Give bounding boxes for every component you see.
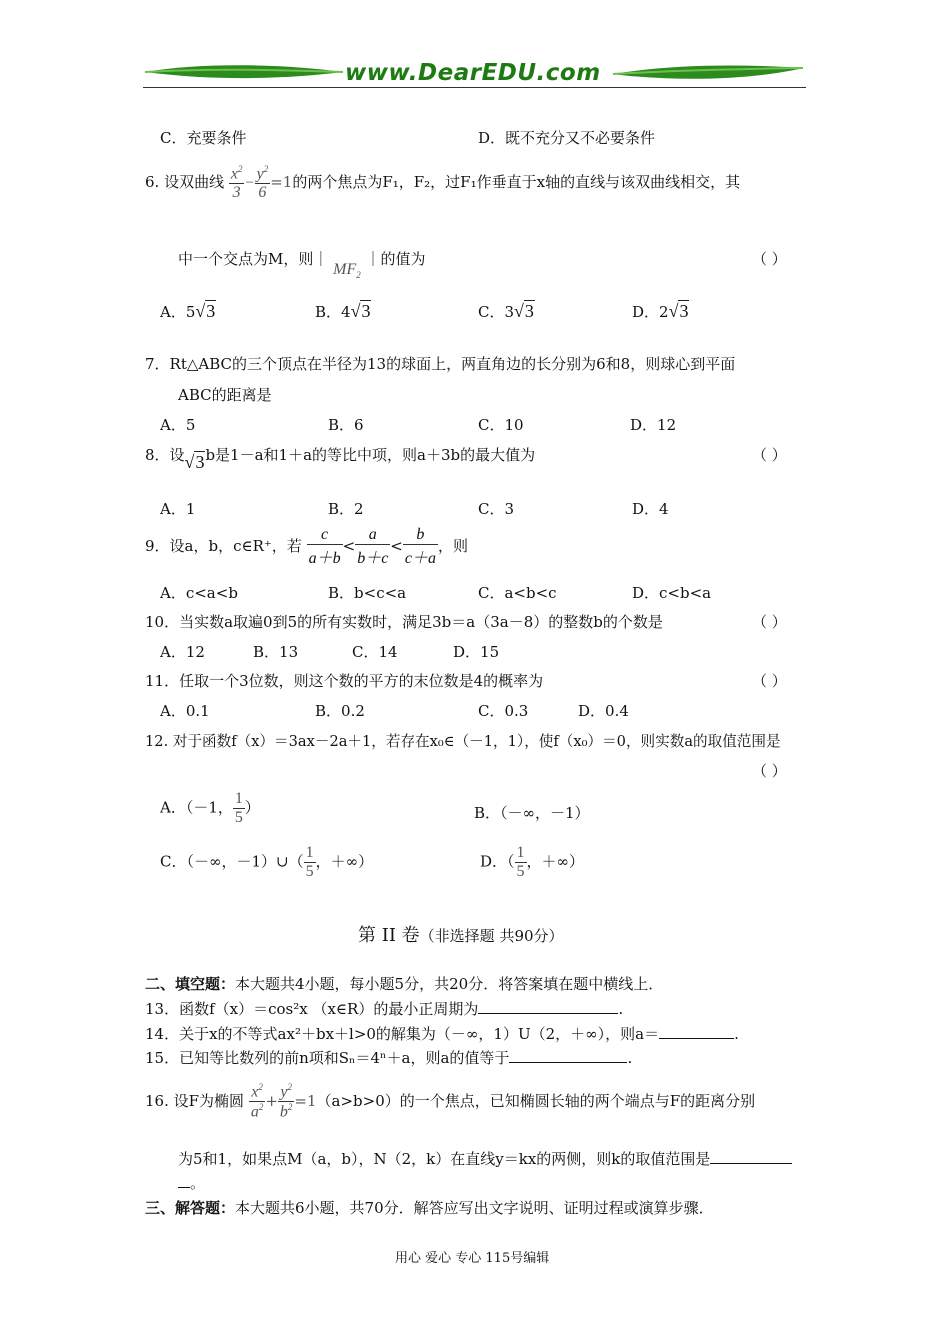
answer-blank[interactable] [509,1048,627,1063]
q7-option-b: B．6 [328,416,364,434]
question-7: 7．Rt△ABC的三个顶点在半径为13的球面上，两直角边的长分别为6和8，则球心到平面 [145,355,736,373]
answer-blank[interactable] [710,1149,792,1164]
question-7-line2: ABC的距离是 [178,386,272,404]
sqrt-icon: √3 [195,301,216,321]
question-15: 15．已知等比数列的前n项和Sₙ＝4ⁿ＋a，则a的值等于 . [145,1049,633,1067]
q6-option-c: C．3√3 [478,301,534,321]
fraction-x2-3: $\frac{x^2}{3}$ [230,164,243,202]
q9-option-a: A．c<a<b [160,584,238,602]
fraction-a-over-b-plus-c: $\frac{a}{b+c}$ [357,526,389,567]
q10-answer-paren: （ ） [752,613,787,631]
q9-option-c: C．a<b<c [478,584,557,602]
question-13: 13．函数f（x）＝cos²x （x∈R）的最小正周期为 . [145,1000,624,1018]
fraction-y2-b2: $\frac{y^2}{b^2}$ [279,1082,293,1121]
q5-option-c: C．充要条件 [160,129,247,147]
q11-option-d: D．0.4 [578,702,629,720]
q8-option-d: D．4 [632,500,669,518]
q12-option-a: A．（－1， $\frac{1}{5}$ ） [160,790,260,826]
q12-option-b: B．（－∞，－1） [474,804,590,822]
q6-option-a: A．5√3 [160,301,216,321]
q10-option-b: B．13 [253,643,299,661]
sqrt-icon: √3 [668,301,689,321]
fraction-1-5: $\frac{1}{5}$ [516,844,525,880]
q7-option-a: A．5 [160,416,196,434]
fraction-1-5: $\frac{1}{5}$ [234,790,243,826]
section-3-heading: 三、解答题：本大题共6小题，共70分．解答应写出文字说明、证明过程或演算步骤． [145,1199,714,1217]
q6-option-b: B．4√3 [315,301,371,321]
q5-option-d: D．既不充分又不必要条件 [478,129,656,147]
sqrt-icon: √3 [350,301,371,321]
q10-option-d: D．15 [453,643,500,661]
q9-option-b: B．b<c<a [328,584,407,602]
q12-answer-paren: （ ） [752,762,787,780]
q8-option-a: A．1 [160,500,196,518]
question-8: 8．设√3b是1－a和1＋a的等比中项，则a＋3b的最大值为 [145,446,536,472]
question-10: 10．当实数a取遍0到5的所有实数时，满足3b＝a（3a－8）的整数b的个数是 [145,613,663,631]
question-12: 12. 对于函数f（x）＝3ax－2a＋1，若存在x₀∈（－1，1），使f（x₀）＝0，则实数a的取值范围是 [145,733,781,750]
q6-option-d: D．2√3 [632,301,689,321]
q11-option-a: A．0.1 [160,702,210,720]
question-11: 11．任取一个3位数，则这个数的平方的末位数是4的概率为 [145,672,544,690]
sqrt-icon: √3 [184,452,205,472]
q8-answer-paren: （ ） [752,446,787,464]
q7-option-d: D．12 [630,416,677,434]
q7-option-c: C．10 [478,416,524,434]
q8-option-c: C．3 [478,500,515,518]
mf2-symbol: $MF_2$ [333,261,361,281]
fraction-y2-6: $\frac{y^2}{6}$ [256,164,269,202]
q11-answer-paren: （ ） [752,672,787,690]
question-6-line2: 中一个交点为M，则｜ $MF_2$ ｜的值为 [178,250,426,281]
q9-option-d: D．c<b<a [632,584,712,602]
fraction-c-over-a-plus-b: $\frac{c}{a+b}$ [308,526,341,567]
question-14: 14．关于x的不等式ax²＋bx＋l>0的解集为（－∞，1）U（2，＋∞），则a＝ . [145,1025,739,1043]
answer-blank[interactable] [478,999,618,1014]
fraction-x2-a2: $\frac{x^2}{a^2}$ [250,1082,264,1121]
q10-option-c: C．14 [352,643,398,661]
site-name: www.DearEDU.com [345,60,601,86]
q11-option-b: B．0.2 [315,702,365,720]
q12-option-d: D．（ $\frac{1}{5}$ ，＋∞） [480,844,585,880]
fraction-b-over-c-plus-a: $\frac{b}{c+a}$ [404,526,436,567]
part-2-title: 第 II 卷（非选择题 共90分） [358,925,564,946]
question-16: 16. 设F为椭圆 $\frac{x^2}{a^2}$ + $\frac{y^2}{b^2}$ =1（a>b>0）的一个焦点，已知椭圆长轴的两个端点与F的距离分别 [145,1082,756,1121]
q8-option-b: B．2 [328,500,364,518]
answer-blank[interactable] [659,1024,734,1039]
question-16-line2: 为5和1，如果点M（a，b），N（2，k）在直线y＝kx的两侧，则k的取值范围是 [178,1148,792,1169]
q10-option-a: A．12 [160,643,205,661]
answer-blank[interactable] [178,1173,190,1188]
fraction-1-5: $\frac{1}{5}$ [305,844,314,880]
question-6: 6. 设双曲线 $\frac{x^2}{3}$ − $\frac{y^2}{6}$ =1的两个焦点为F₁，F₂，过F₁作垂直于x轴的直线与该双曲线相交，其 [145,164,741,202]
section-2-heading: 二、填空题：本大题共4小题，每小题5分，共20分．将答案填在题中横线上． [145,975,664,993]
page-footer: 用心 爱心 专心 115号编辑 [395,1251,550,1266]
header-rule [143,87,806,88]
sqrt-icon: √3 [514,301,534,321]
question-16-line3: 。 [178,1172,205,1193]
question-9: 9．设a，b，c∈R⁺，若 $\frac{c}{a+b}$ < $\frac{a}{b+c}$ < $\frac{b}{c+a}$ ，则 [145,526,468,567]
q11-option-c: C．0.3 [478,702,529,720]
q6-answer-paren: （ ） [752,250,787,268]
q12-option-c: C．（－∞，－1）∪（ $\frac{1}{5}$ ，＋∞） [160,844,374,880]
